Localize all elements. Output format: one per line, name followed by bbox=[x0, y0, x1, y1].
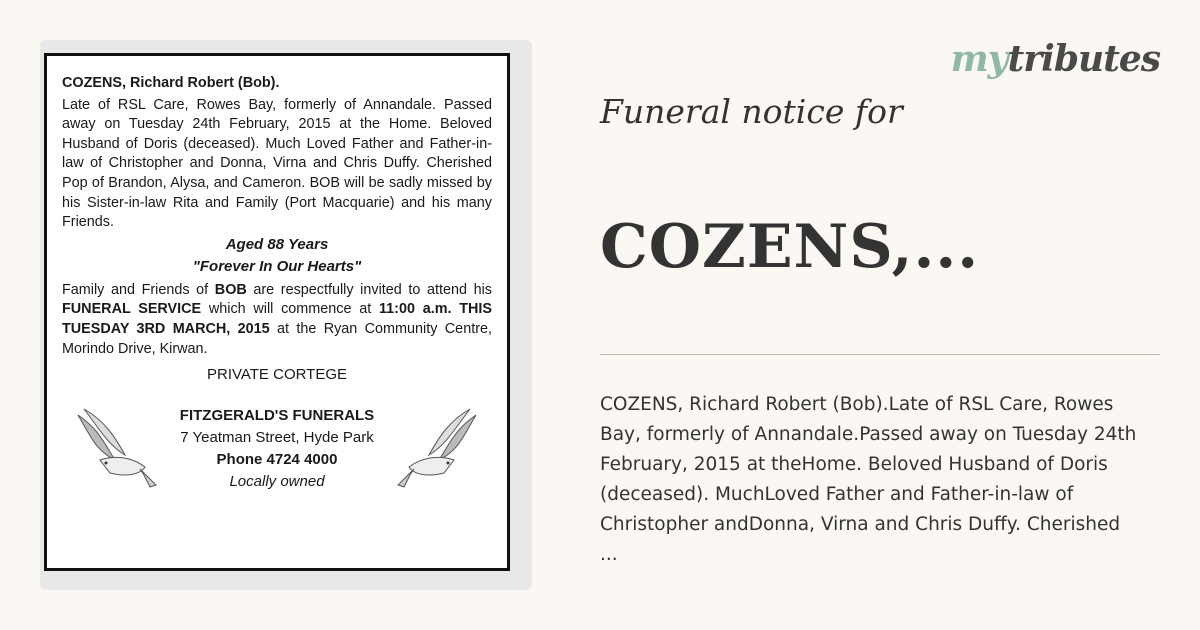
p2-text-g: at the Ryan Community Centre, Morindo Drive, Kirwan. bbox=[62, 320, 492, 357]
divider bbox=[600, 354, 1160, 355]
notice-cortege: PRIVATE CORTEGE bbox=[206, 366, 348, 384]
funeral-home-address: 7 Yeatman Street, Hyde Park bbox=[180, 428, 374, 446]
funeral-home-name: FITZGERALD'S FUNERALS bbox=[179, 406, 375, 424]
notice-heading: COZENS, Richard Robert (Bob). bbox=[62, 75, 280, 91]
logo-my: my bbox=[950, 38, 1008, 80]
p2-text-e: which will commence at bbox=[201, 301, 379, 318]
dove-right-icon bbox=[394, 405, 484, 495]
dove-left-icon bbox=[70, 405, 160, 495]
excerpt-line: Bay, formerly of Annandale.Passed away on Tuesday 24th bbox=[600, 424, 1137, 445]
notice-footer bbox=[62, 395, 492, 515]
excerpt-line: (deceased). MuchLoved Father and Father-in-law of bbox=[600, 484, 1074, 505]
logo-tributes: tributes bbox=[1007, 38, 1160, 80]
notice-excerpt bbox=[600, 390, 1180, 570]
notice-forever: "Forever In Our Hearts" bbox=[192, 257, 362, 275]
notice-paragraph-1: Late of RSL Care, Rowes Bay, formerly of Annandale. Passed away on Tuesday 24th February, 2015 at the Home. Beloved Husband of Doris (deceased). Much Loved Father and Father-in-law of Christopher and Donna, Virna and Chris Duffy. Cherished Pop of Brandon, Alysa, and Cameron. BOB will be sadly missed by his Sister-in-law Rita and Family (Port Macquarie) and his many Friends. bbox=[62, 96, 492, 231]
excerpt-line: February, 2015 at theHome. Beloved Husband of Doris bbox=[600, 454, 1108, 475]
deceased-name: COZENS,... bbox=[600, 212, 980, 282]
funeral-home-phone: Phone 4724 4000 bbox=[216, 450, 338, 468]
funeral-home-locally-owned: Locally owned bbox=[229, 472, 325, 490]
mytributes-logo bbox=[951, 38, 1160, 80]
p2-text-d: FUNERAL SERVICE bbox=[62, 301, 202, 318]
funeral-notice-subtitle: Funeral notice for bbox=[600, 92, 903, 131]
excerpt-line: COZENS, Richard Robert (Bob).Late of RSL Care, Rowes bbox=[600, 394, 1114, 415]
excerpt-line: ... bbox=[600, 544, 618, 565]
notice-paragraph-2 bbox=[62, 281, 492, 359]
p2-text-f: 11:00 a.m. THIS TUESDAY 3RD MARCH, 2015 bbox=[62, 301, 492, 337]
notice-frame bbox=[44, 53, 510, 571]
excerpt-line: Christopher andDonna, Virna and Chris Duffy. Cherished bbox=[600, 514, 1121, 535]
p2-text-b: BOB bbox=[214, 281, 247, 298]
p2-text-a: Family and Friends of bbox=[62, 281, 215, 298]
notice-aged: Aged 88 Years bbox=[225, 235, 329, 253]
p2-text-c: are respectfully invited to attend his bbox=[246, 281, 492, 298]
notice-image bbox=[40, 40, 532, 590]
